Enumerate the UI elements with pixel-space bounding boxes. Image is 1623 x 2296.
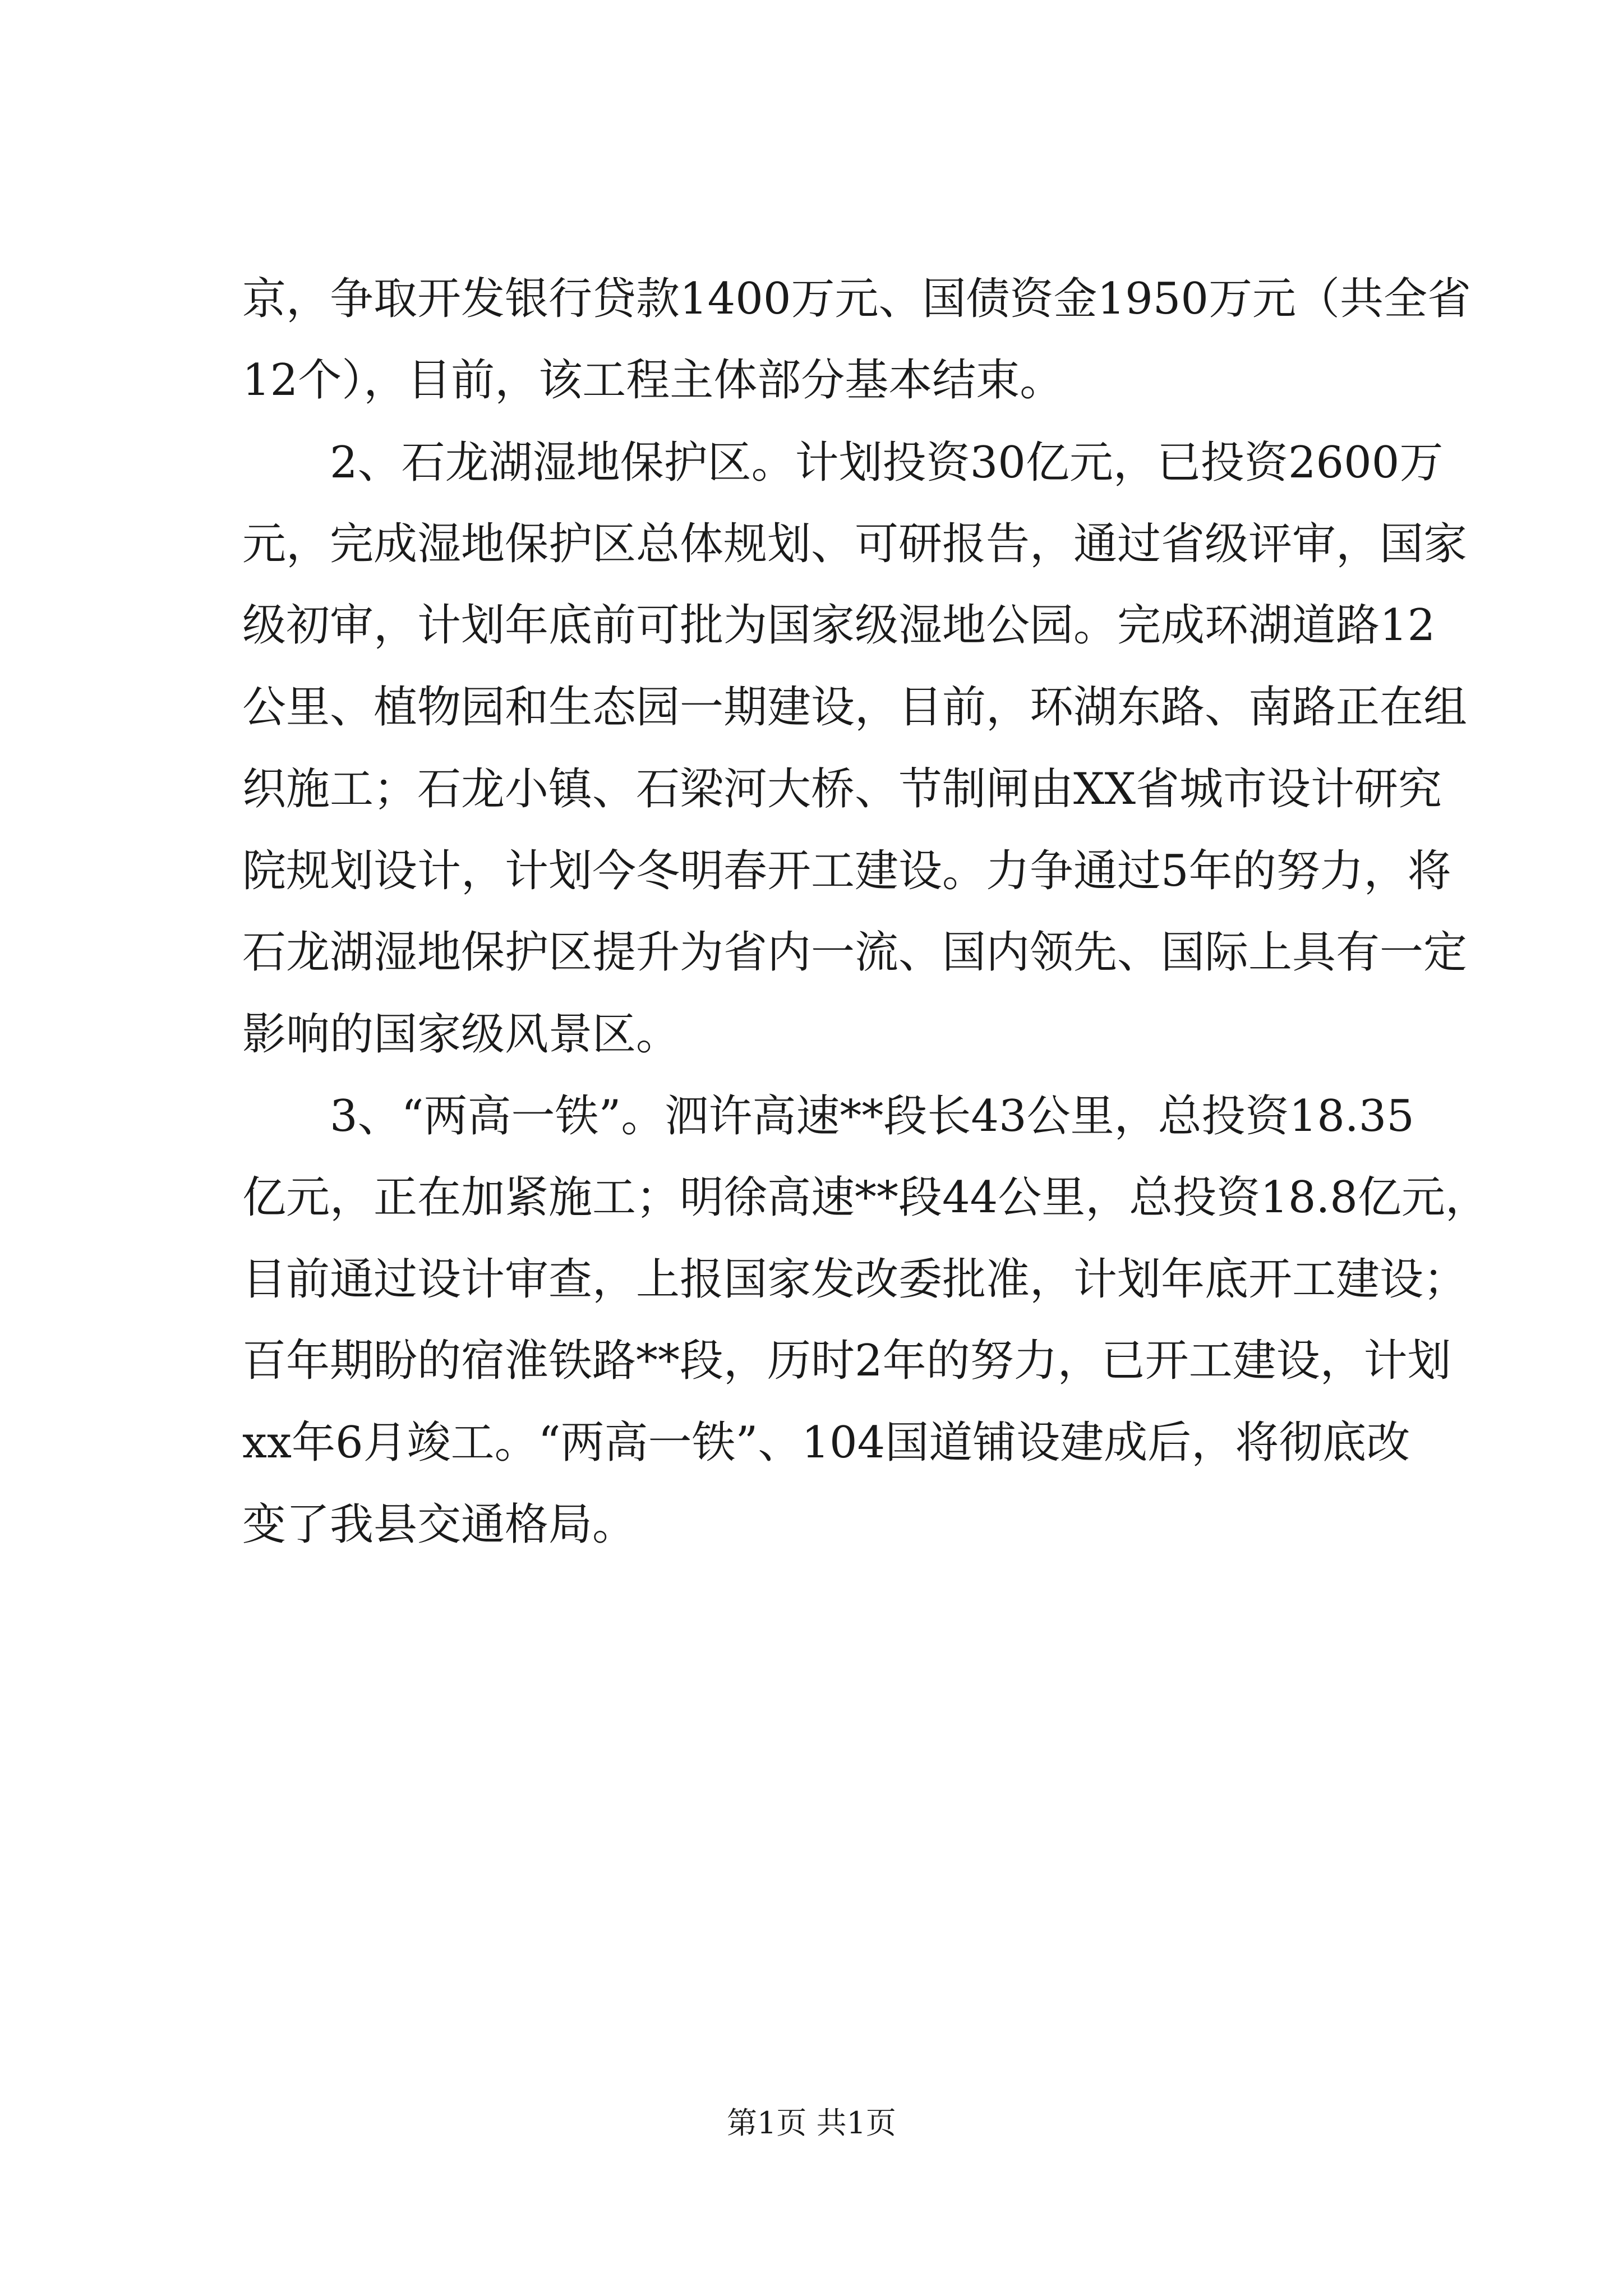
line-text: 京，争取开发银行贷款1400万元、国债资金1950万元（共全省 (242, 274, 1472, 324)
text-line (0, 840, 1623, 902)
line-text: 院规划设计，计划今冬明春开工建设。力争通过5年的努力，将 (242, 846, 1451, 896)
text-line (0, 1494, 1623, 1556)
text-line (0, 513, 1623, 575)
line-text: 12个），目前，该工程主体部分基本结束。 (242, 355, 1064, 406)
line-text: 百年期盼的宿淮铁路**段，历时2年的努力，已开工建设，计划 (242, 1336, 1451, 1386)
text-line (0, 1249, 1623, 1310)
text-line (0, 1004, 1623, 1065)
text-line (0, 349, 1623, 411)
line-text: 2、石龙湖湿地保护区。计划投资30亿元，已投资2600万 (330, 438, 1444, 488)
paragraph-2-line (0, 432, 1623, 494)
line-text: 公里、植物园和生态园一期建设，目前，环湖东路、南路正在组 (242, 682, 1468, 733)
paragraph-3-line (0, 1085, 1623, 1147)
text-line (0, 677, 1623, 738)
line-text: 变了我县交通格局。 (242, 1499, 637, 1550)
line-text: 目前通过设计审查，上报国家发改委批准，计划年底开工建设； (242, 1254, 1468, 1305)
text-line (0, 758, 1623, 820)
line-text: 影响的国家级风景区。 (242, 1009, 680, 1060)
text-line (0, 268, 1623, 330)
text-line (0, 1330, 1623, 1392)
text-line (0, 595, 1623, 656)
line-text: xx年6月竣工。“两高一铁”、104国道铺设建成后，将彻底改 (242, 1418, 1410, 1468)
line-text: 亿元，正在加紧施工；明徐高速**段44公里，总投资18.8亿元， (242, 1172, 1489, 1223)
text-line (0, 1167, 1623, 1228)
page-footer (0, 2101, 1623, 2146)
text-line (0, 1412, 1623, 1474)
line-text: 级初审，计划年底前可批为国家级湿地公园。完成环湖道路12 (242, 600, 1436, 651)
line-text: 3、“两高一铁”。泗许高速**段长43公里，总投资18.35 (330, 1091, 1414, 1142)
line-text: 织施工；石龙小镇、石梁河大桥、节制闸由XX省城市设计研究 (242, 764, 1442, 815)
line-text: 石龙湖湿地保护区提升为省内一流、国内领先、国际上具有一定 (242, 927, 1468, 978)
text-line (0, 922, 1623, 983)
line-text: 元，完成湿地保护区总体规划、可研报告，通过省级评审，国家 (242, 519, 1468, 569)
page-number-text: 第1页 共1页 (727, 2105, 896, 2141)
